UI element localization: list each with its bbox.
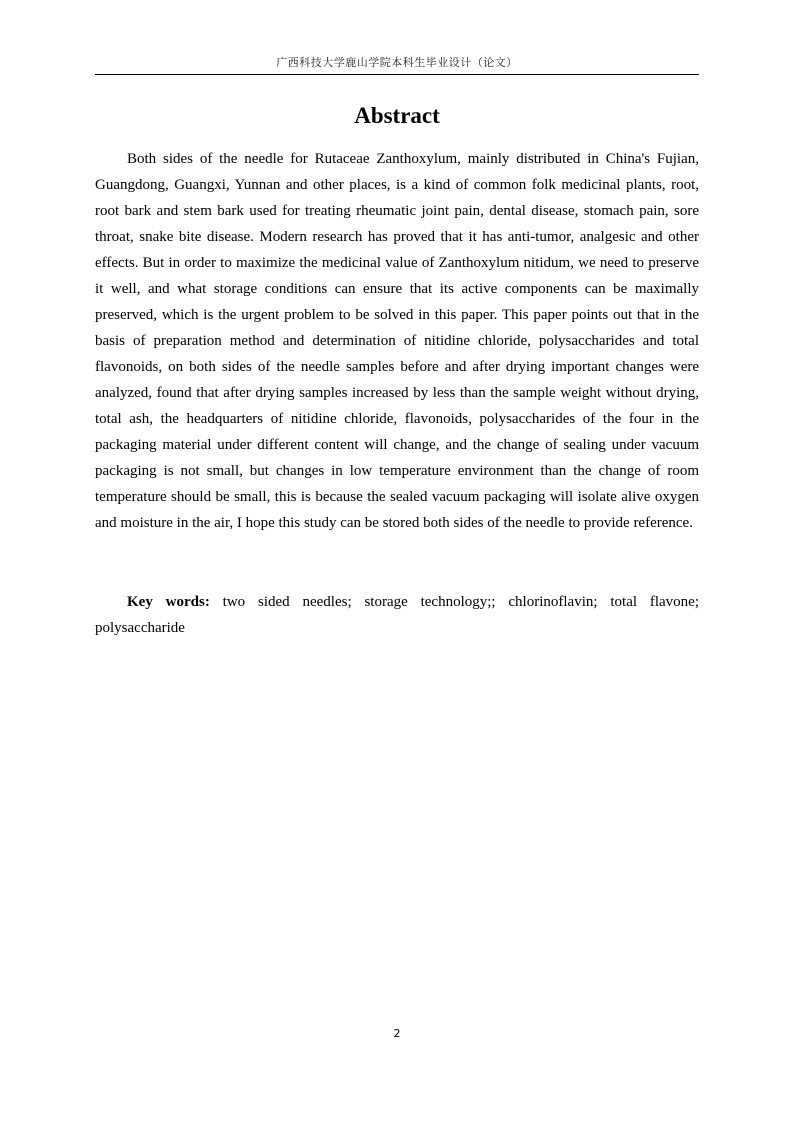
keywords-text: two sided needles; storage technology;; chlorinoflavin; total flavone; polysaccharide	[95, 594, 699, 636]
header-rule	[95, 74, 699, 75]
abstract-body: Both sides of the needle for Rutaceae Zanthoxylum, mainly distributed in China's Fujian, Guangdong, Guangxi, Yunnan and other places, is a kind of common folk medicinal plants, root, root bark and stem bark used for treating rheumatic joint pain, dental disease, stomach pain, sore throat, snake bite disease. Modern research has proved that it has anti-tumor, analgesic and other effects. But in order to maximize the medicinal value of Zanthoxylum nitidum, we need to preserve it well, and what storage conditions can ensure that its active components can be maximally preserved, which is the urgent problem to be solved in this paper. This paper points out that in the basis of preparation method and determination of nitidine chloride, polysaccharides and total flavonoids, on both sides of the needle samples before and after drying important changes were analyzed, found that after drying samples increased by less than the sample weight without drying, total ash, the headquarters of nitidine chloride, flavonoids, polysaccharides of the four in the packaging material under different content will change, and the change of sealing under vacuum packaging is not small, but changes in low temperature environment than the change of room temperature should be small, this is because the sealed vacuum packaging will isolate alive oxygen and moisture in the air, I hope this study can be stored both sides of the needle to provide reference.	[95, 151, 699, 531]
keywords-paragraph	[95, 589, 699, 641]
abstract-title: Abstract	[354, 103, 440, 128]
page-header: 广西科技大学鹿山学院本科生毕业设计（论文）	[276, 56, 518, 69]
page-number: 2	[393, 1027, 401, 1040]
keywords-label: Key words:	[127, 594, 210, 610]
